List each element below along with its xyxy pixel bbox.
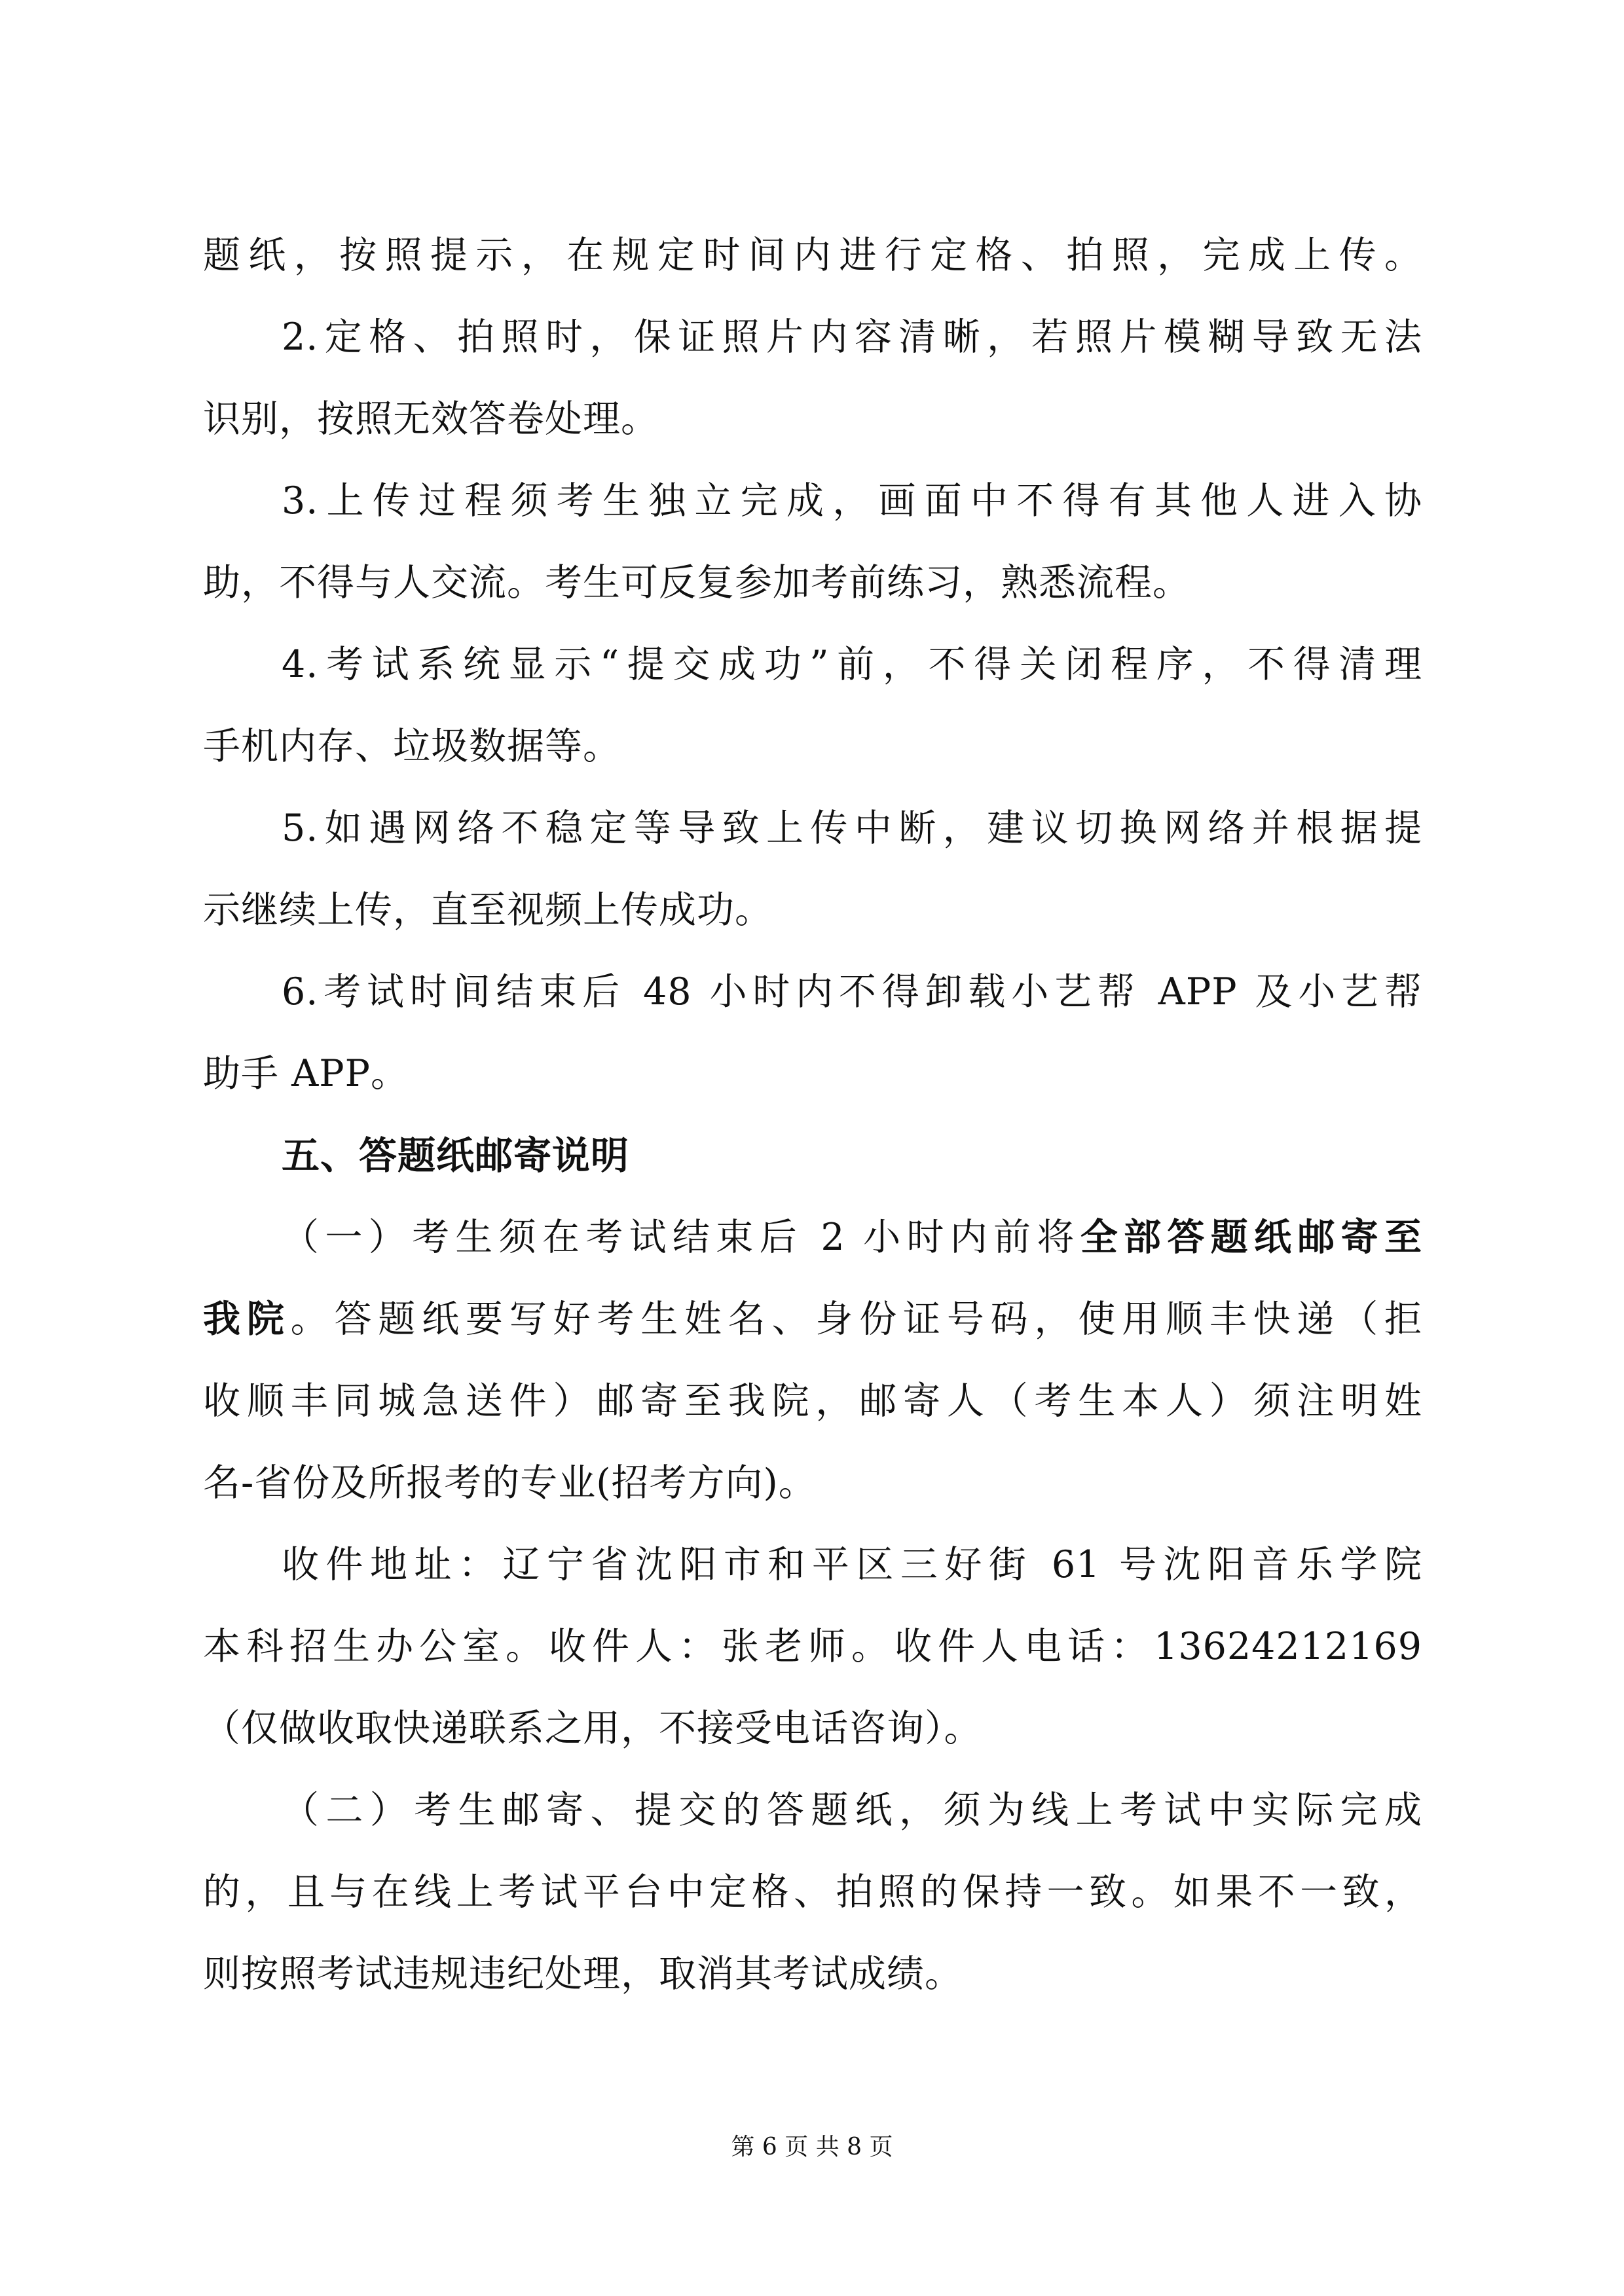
paragraph-line: （仅做收取快递联系之用，不接受电话咨询）。 <box>203 1707 982 1750</box>
item-5-line: 5.如遇网络不稳定等导致上传中断，建议切换网络并根据提 <box>282 807 1422 850</box>
subsection-1-line <box>282 1211 1422 1264</box>
bold-text-span: 全部答题纸邮寄至 <box>1080 1216 1422 1259</box>
subsection-2-line: （二）考生邮寄、提交的答题纸，须为线上考试中实际完成 <box>282 1789 1422 1832</box>
paragraph-line: 识别，按照无效答卷处理。 <box>203 397 659 441</box>
paragraph-line: 示继续上传，直至视频上传成功。 <box>203 888 773 932</box>
paragraph-line: 手机内存、垃圾数据等。 <box>203 725 621 768</box>
text-span: 。答题纸要写好考生姓名、身份证号码，使用顺丰快递（拒 <box>290 1298 1423 1341</box>
paragraph-line: 题纸，按照提示，在规定时间内进行定格、拍照，完成上传。 <box>203 234 1422 277</box>
page-number: 第 6 页 共 8 页 <box>731 2134 893 2160</box>
address-line: 收件地址：辽宁省沈阳市和平区三好街 61 号沈阳音乐学院 <box>282 1543 1422 1586</box>
bold-text-span: 我院 <box>203 1298 291 1341</box>
paragraph-line: 助手 APP。 <box>203 1052 409 1095</box>
item-6-line: 6.考试时间结束后 48 小时内不得卸载小艺帮 APP 及小艺帮 <box>282 970 1422 1013</box>
paragraph-line <box>203 1293 1422 1345</box>
section-heading: 五、答题纸邮寄说明 <box>282 1133 630 1178</box>
paragraph-line: 本科招生办公室。收件人：张老师。收件人电话：13624212169 <box>203 1625 1422 1668</box>
paragraph-line: 助，不得与人交流。考生可反复参加考前练习，熟悉流程。 <box>203 561 1190 604</box>
item-4-line: 4.考试系统显示“提交成功”前，不得关闭程序，不得清理 <box>282 643 1422 686</box>
item-3-line: 3.上传过程须考生独立完成，画面中不得有其他人进入协 <box>282 479 1422 522</box>
paragraph-line: 收顺丰同城急送件）邮寄至我院，邮寄人（考生本人）须注明姓 <box>203 1379 1422 1423</box>
paragraph-line: 名-省份及所报考的专业(招考方向)。 <box>203 1461 817 1504</box>
paragraph-line: 则按照考试违规违纪处理，取消其考试成绩。 <box>203 1952 963 1995</box>
text-span: （一）考生须在考试结束后 2 小时内前将 <box>282 1216 1080 1259</box>
paragraph-line: 的，且与在线上考试平台中定格、拍照的保持一致。如果不一致， <box>203 1870 1422 1914</box>
item-2-line: 2.定格、拍照时，保证照片内容清晰，若照片模糊导致无法 <box>282 316 1422 359</box>
